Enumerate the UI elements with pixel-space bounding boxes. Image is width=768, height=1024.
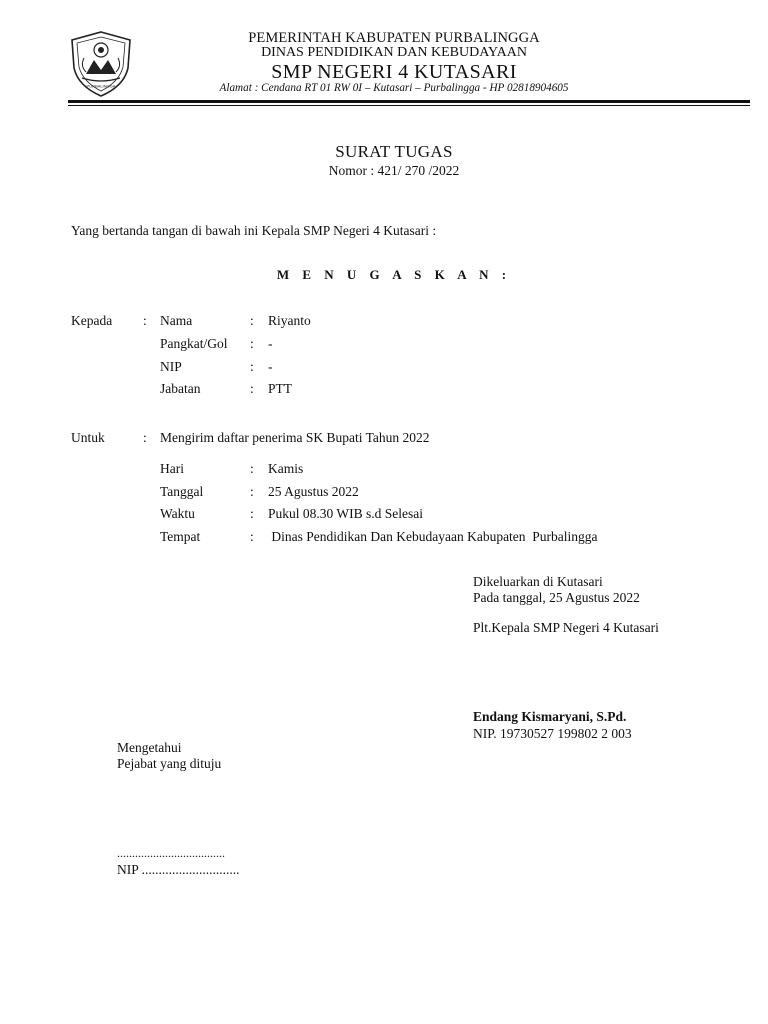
field-value: Kamis [268,461,304,476]
issuer-position: Plt.Kepala SMP Negeri 4 Kutasari [473,620,659,635]
letterhead-government: PEMERINTAH KABUPATEN PURBALINGGA [248,30,540,46]
field-value: 25 Agustus 2022 [268,484,359,499]
issued-place: Dikeluarkan di Kutasari [473,574,603,589]
field-value: - [268,359,273,374]
acknowledgement-official: Pejabat yang dituju [117,756,222,771]
issuer-nip: NIP. 19730527 199802 2 003 [473,726,632,741]
field-label: NIP [160,359,182,374]
field-value: PTT [268,381,293,396]
letterhead-divider-thick [68,100,750,103]
letterhead-department: DINAS PENDIDIKAN DAN KEBUDAYAAN [261,45,527,60]
acknowledgement-name-line: .................................... [117,846,225,860]
field-label: Jabatan [160,381,201,396]
issued-date: Pada tanggal, 25 Agustus 2022 [473,590,640,605]
regency-emblem-icon [68,30,134,98]
field-label: Nama [160,313,193,328]
field-separator: : [250,484,254,499]
document-title: SURAT TUGAS [335,142,453,161]
field-value: - [268,336,273,351]
field-label: Waktu [160,506,195,521]
letterhead-school: SMP NEGERI 4 KUTASARI [271,61,517,83]
purpose-colon: : [143,430,147,445]
purpose-text: Mengirim daftar penerima SK Bupati Tahun 2022 [160,430,430,445]
field-label: Hari [160,461,184,476]
letterhead-address: Alamat : Cendana RT 01 RW 0I – Kutasari – Purbalingga - HP 02818904605 [219,82,569,94]
intro-text: Yang bertanda tangan di bawah ini Kepala SMP Negeri 4 Kutasari : [71,223,437,238]
field-value: Dinas Pendidikan Dan Kebudayaan Kabupaten Purbalingga [268,529,598,544]
field-separator: : [250,359,254,374]
issuer-name: Endang Kismaryani, S.Pd. [473,709,627,724]
document-number: Nomor : 421/ 270 /2022 [328,163,460,178]
field-separator: : [250,461,254,476]
field-value: Riyanto [268,313,311,328]
recipient-label: Kepada [71,313,113,328]
acknowledgement-heading: Mengetahui [117,740,182,755]
field-separator: : [250,506,254,521]
purpose-label: Untuk [71,430,105,445]
field-label: Tempat [160,529,201,544]
field-separator: : [250,336,254,351]
acknowledgement-nip-line: NIP ............................. [117,862,240,877]
assigns-heading: M E N U G A S K A N : [276,267,512,282]
recipient-colon: : [143,313,147,328]
field-label: Pangkat/Gol [160,336,228,351]
field-separator: : [250,381,254,396]
emblem-caption: PURBALINGGA [86,83,116,89]
field-label: Tanggal [160,484,204,499]
letterhead-divider-thin [68,105,750,106]
field-separator: : [250,313,254,328]
field-separator: : [250,529,254,544]
field-value: Pukul 08.30 WIB s.d Selesai [268,506,423,521]
